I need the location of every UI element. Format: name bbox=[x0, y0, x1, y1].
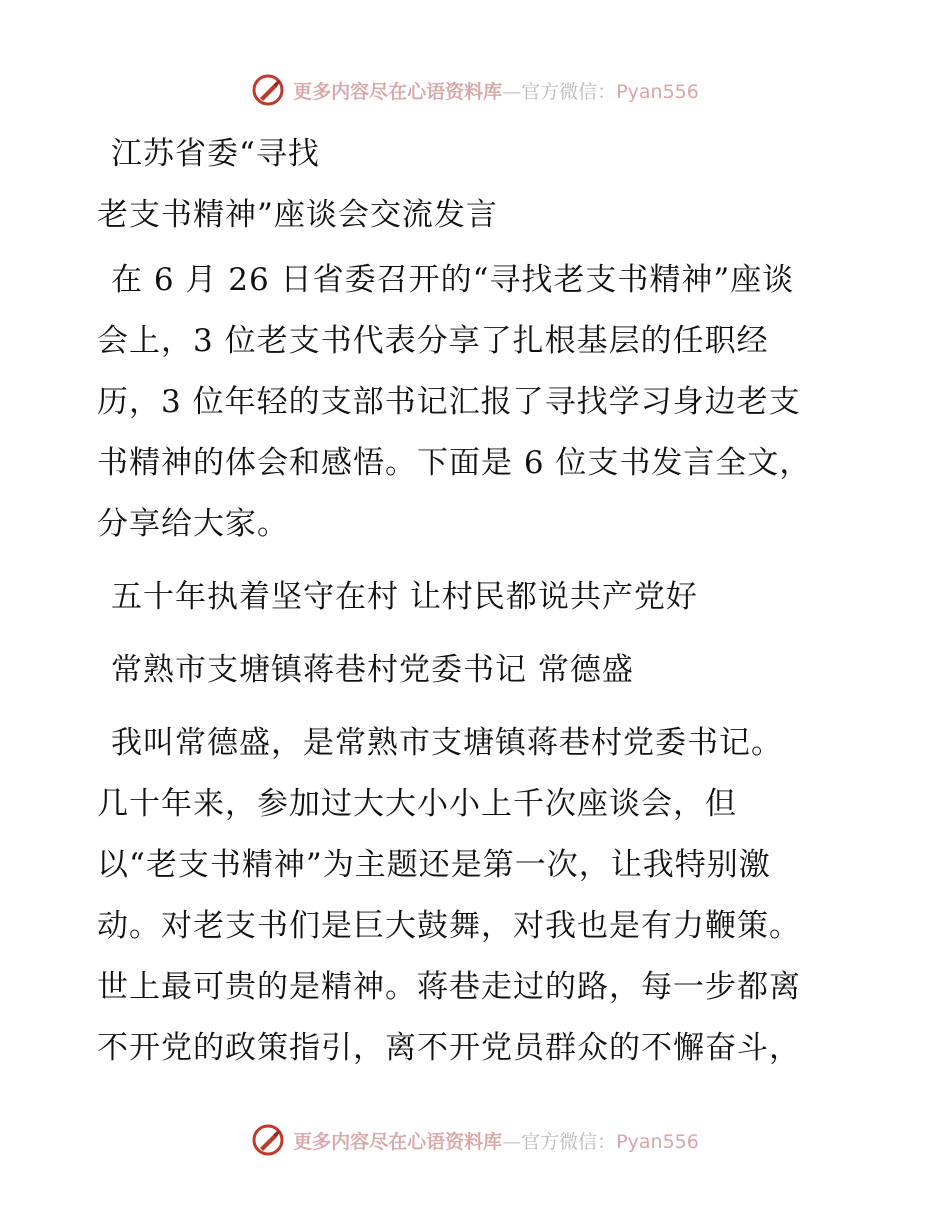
pen-logo-icon bbox=[251, 1123, 285, 1157]
speech-line: 世上最可贵的是精神。蒋巷走过的路，每一步都离 bbox=[97, 969, 801, 1005]
speech-line: 我叫常德盛，是常熟市支塘镇蒋巷村党委书记。 bbox=[111, 725, 783, 761]
doc-title-line-2: 老支书精神”座谈会交流发言 bbox=[97, 197, 498, 233]
intro-line: 在 6 月 26 日省委召开的“寻找老支书精神”座谈 bbox=[111, 262, 795, 298]
pen-logo-icon bbox=[251, 73, 285, 107]
speaker-byline: 常熟市支塘镇蒋巷村党委书记 常德盛 bbox=[111, 652, 634, 688]
speech-line: 以“老支书精神”为主题还是第一次，让我特别激 bbox=[97, 847, 771, 883]
watermark-header bbox=[0, 70, 950, 110]
speech-line: 几十年来，参加过大大小小上千次座谈会，但 bbox=[97, 786, 737, 822]
watermark-text: 更多内容尽在心语资料库—官方微信：Pyan556 bbox=[293, 1130, 699, 1153]
doc-title-line-1: 江苏省委“寻找 bbox=[111, 136, 320, 172]
intro-line: 会上，3 位老支书代表分享了扎根基层的任职经 bbox=[97, 323, 769, 359]
intro-line: 书精神的体会和感悟。下面是 6 位支书发言全文， bbox=[97, 445, 812, 481]
intro-line: 历，3 位年轻的支部书记汇报了寻找学习身边老支 bbox=[97, 384, 801, 420]
section-heading: 五十年执着坚守在村 让村民都说共产党好 bbox=[111, 579, 698, 615]
watermark-footer bbox=[0, 1120, 950, 1160]
speech-paragraph bbox=[97, 713, 867, 1079]
watermark-text: 更多内容尽在心语资料库—官方微信：Pyan556 bbox=[293, 80, 699, 103]
document-body bbox=[97, 124, 867, 1079]
speech-line: 动。对老支书们是巨大鼓舞，对我也是有力鞭策。 bbox=[97, 908, 801, 944]
speech-line: 不开党的政策指引，离不开党员群众的不懈奋斗， bbox=[97, 1030, 801, 1066]
intro-paragraph bbox=[97, 250, 867, 555]
intro-line: 分享给大家。 bbox=[97, 506, 289, 542]
